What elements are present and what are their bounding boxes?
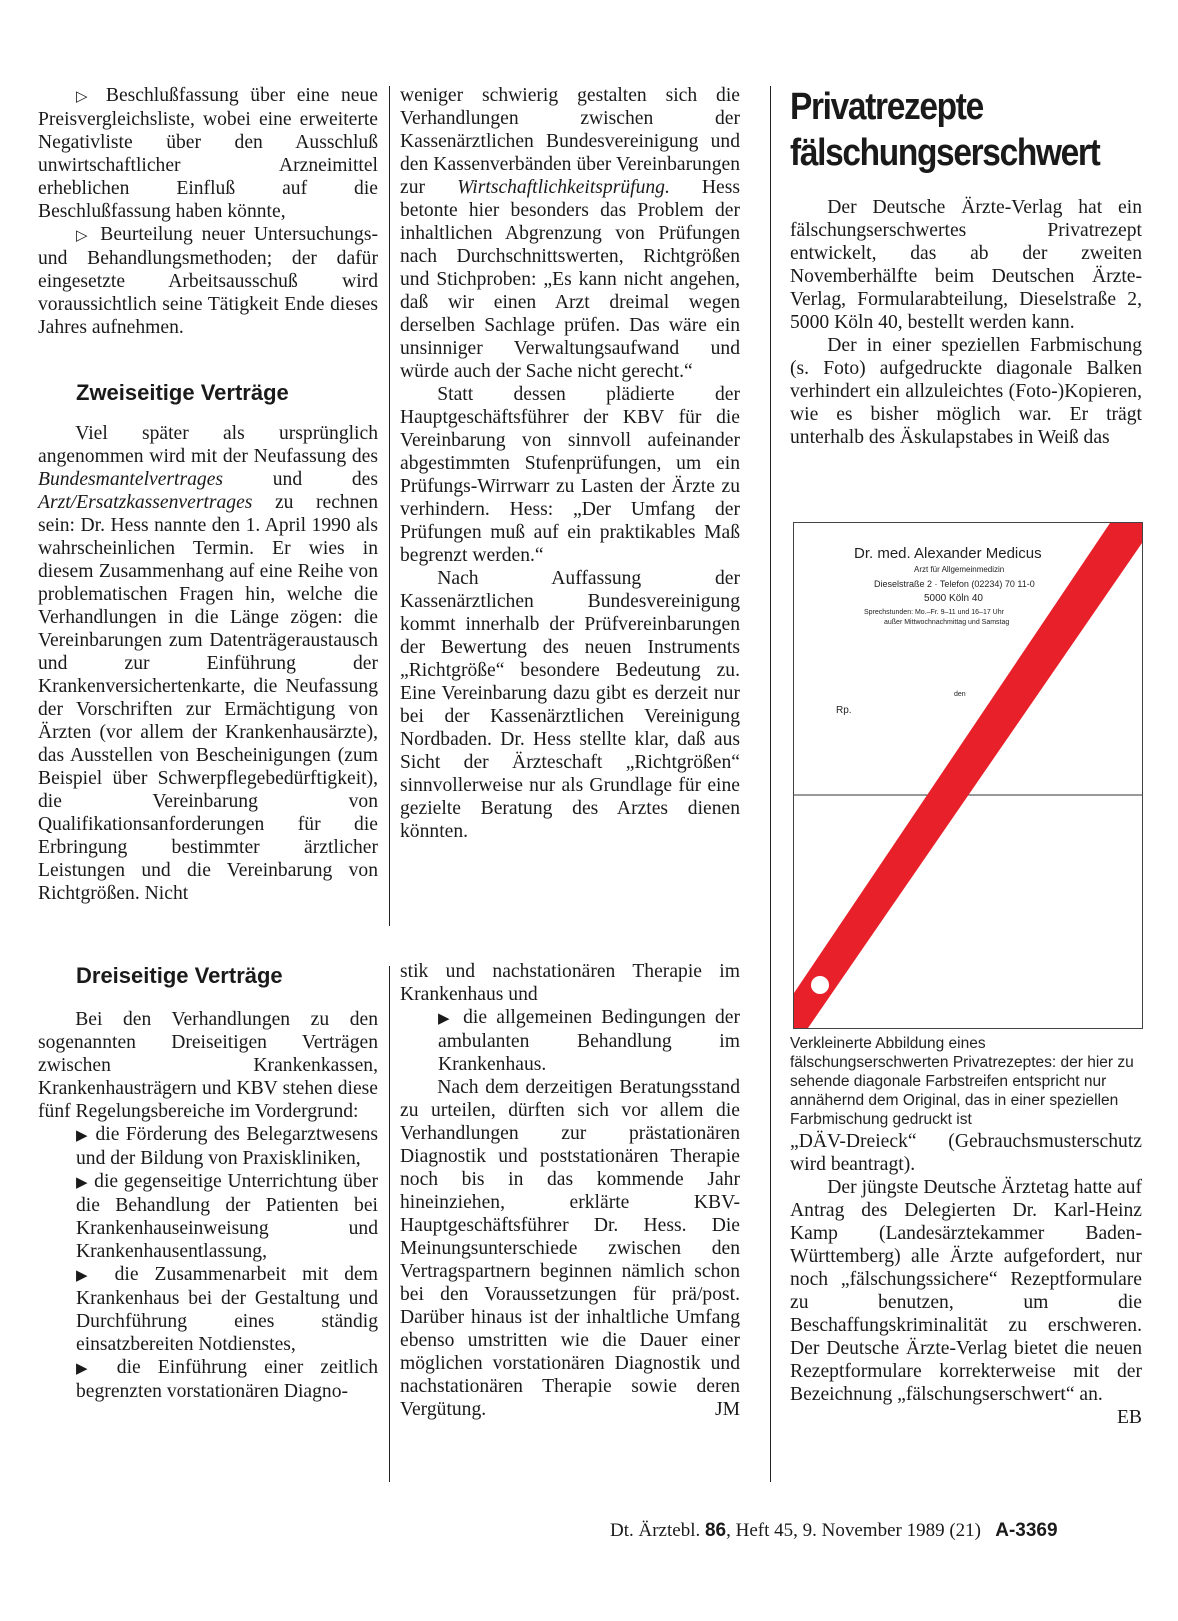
bullet-triangle-icon: ▶: [76, 1173, 89, 1191]
bullet-triangle-icon: ▶: [76, 1359, 100, 1377]
column-rule-3: [770, 86, 771, 1482]
doctor-name: Dr. med. Alexander Medicus: [854, 545, 1042, 562]
journal-name: Dt. Ärztebl.: [610, 1520, 705, 1541]
paragraph: Nach Auffassung der Kassenärztlichen Bundesvereinigung kommt innerhalb der Prüfvereinbarungen der Bewertung des neuen Instruments „Richtgröße“ besondere Bedeutung zu. Eine Vereinbarung dazu gibt es derzeit nur bei der Kassenärztlichen Vereinigung Nordbaden. Dr. Hess stellte klar, daß aus Sicht der Ärzteschaft „Richtgrößen“ sinnvollerweise nur als Grundlage für eine gezielte Beratung des Arztes dienen könnten.: [400, 568, 740, 842]
sidebar-bottom: [790, 1130, 1142, 1429]
heading-dreiseitige-vertraege: Dreiseitige Verträge: [76, 963, 283, 988]
column-2-top: [400, 84, 740, 843]
paragraph: Der jüngste Deutsche Ärztetag hatte auf Antrag des Delegierten Dr. Karl-Heinz Kamp (Landesärztekammer Baden-Württemberg) alle Ärzte aufgefordert, nur noch „fälschungssichere“ Rezeptformulare zu benutzen, um die Beschaffungskriminalität zu erschweren. Der Deutsche Ärzte-Verlag bietet die neuen Rezeptformulare korrekterweise mit der Bezeichnung „fälschungserschwert“ an. EB: [790, 1177, 1142, 1428]
column-2-bottom: [400, 960, 740, 1421]
page-footer: [610, 1520, 1058, 1542]
sidebar-headline: Privatrezepte fälschungserschwert: [790, 86, 1100, 174]
bullet-triangle-icon: ▶: [76, 1126, 90, 1144]
journal-issue: , Heft 45, 9. November 1989 (21): [726, 1520, 981, 1541]
paragraph: Der Deutsche Ärzte-Verlag hat ein fälschungserschwertes Privatrezept entwickelt, das ab der zweiten Novemberhälfte beim Deutschen Ärzte-Verlag, Formularabteilung, Dieselstraße 2, 5000 Köln 40, bestellt werden kann.: [790, 197, 1142, 333]
column-rule-1: [389, 86, 390, 926]
list-item: ▶ die Zusammenarbeit mit dem Krankenhaus bei der Gestaltung und Durchführung eines ständig einsatzbereiten Notdienstes,: [76, 1264, 378, 1355]
figure-caption: Verkleinerte Abbildung eines fälschungserschwerten Privatrezeptes: der hier zu sehende diagonale Farbstreifen entspricht nur annähernd dem Original, das in einer speziellen Farbmischung gedruckt ist: [790, 1035, 1134, 1128]
list-item: ▶ die Förderung des Belegarztwesens und der Bildung von Praxiskliniken,: [76, 1124, 378, 1169]
list-item: ▶ die gegenseitige Unterrichtung über die Behandlung der Patienten bei Krankenhauseinweisung und Krankenhausentlassung,: [76, 1171, 378, 1262]
paragraph: weniger schwierig gestalten sich die Verhandlungen zwischen der Kassenärztlichen Bundesvereinigung und den Kassenverbänden über Vereinbarungen zur Wirtschaftlichkeitsprüfung. Hess betonte hier besonders das Problem der inhaltlichen Abgrenzung von Prüfungen nach Durchschnittswerten, Richtgrößen und Stichproben: „Es kann nicht angehen, daß wir einen Arzt dreimal wegen derselben Sachlage prüfen. Das wäre ein unsinniger Verwaltungsaufwand und würde auch der Sache nicht gerecht.“: [400, 85, 740, 382]
author-initials: JM: [714, 1399, 740, 1420]
triangle-icon: ▷: [76, 226, 92, 244]
paragraph: ▷ Beurteilung neuer Untersuchungs- und Behandlungsmethoden; der dafür eingesetzte Arbeitsausschuß wird voraussichtlich seine Tätigkeit Ende dieses Jahres aufnehmen.: [38, 224, 378, 338]
paragraph: Viel später als ursprünglich angenommen wird mit der Neufassung des Bundesmantelvertrages und des Arzt/Ersatzkassenvertrages zu rechnen sein: Dr. Hess nannte den 1. April 1990 als wahrscheinlichen Termin. Er wies in diesem Zusammenhang auf eine Reihe von problematischen Fragen hin, welche die Verhandlungen in die Länge zögen: die Vereinbarungen zum Datenträgeraustausch und zur Einführung der Krankenversichertenkarte, die Neufassung der Vorschriften zur Ermächtigung von Ärzten (vor allem der Krankenhausärzte), das Ausstellen von Bescheinigungen (zum Beispiel über Schwerpflegebedürftigkeit), die Vereinbarung von Qualifikationsanforderungen für die Erbringung bestimmter ärztlicher Leistungen und die Vereinbarung von Richtgrößen. Nicht: [38, 423, 378, 904]
date-label: den: [954, 691, 966, 698]
list-item: ▶ die Einführung einer zeitlich begrenzten vorstationären Diagno-: [76, 1357, 378, 1402]
office-hours-note: außer Mittwochnachmittag und Samstag: [884, 619, 1010, 626]
office-hours: Sprechstunden: Mo.–Fr. 9–11 und 16–17 Uhr: [864, 609, 1004, 616]
list-item: ▶ die allgemeinen Bedingungen der ambulanten Behandlung im Krankenhaus.: [438, 1007, 740, 1075]
doctor-city: 5000 Köln 40: [924, 593, 983, 604]
paragraph: „DÄV-Dreieck“ (Gebrauchsmusterschutz wird beantragt).: [790, 1131, 1142, 1175]
paragraph: Der in einer speziellen Farbmischung (s. Foto) aufgedruckte diagonale Balken verhindert ein allzuleichtes (Foto-)Kopieren, wie es bisher möglich war. Er trägt unterhalb des Äskulapstabes in Weiß das: [790, 335, 1142, 448]
paragraph: Nach dem derzeitigen Beratungsstand zu urteilen, dürften sich vor allem die Verhandlungen zur prästationären Diagnostik und poststationären Therapie noch bis in das kommende Jahr hineinziehen, erklärte KBV-Hauptgeschäftsführer Dr. Hess. Die Meinungsunterschiede zwischen den Vertragspartnern beginnen nämlich schon bei den Voraussetzungen für prä/post. Darüber hinaus ist der inhaltliche Umfang ebenso umstritten wie die Dauer einer möglichen vorstationären Diagnostik und nachstationären Therapie sowie deren Vergütung. JM: [400, 1077, 740, 1420]
triangle-icon: ▷: [76, 87, 95, 105]
column-1-bottom: [38, 1008, 378, 1403]
journal-volume: 86: [704, 1520, 727, 1541]
paragraph: Bei den Verhandlungen zu den sogenannten Dreiseitigen Verträgen zwischen Krankenkassen, Krankenhausträgern und KBV stehen diese fünf Regelungsbereiche im Vordergrund:: [38, 1009, 378, 1122]
bullet-triangle-icon: ▶: [76, 1266, 99, 1284]
heading-zweiseitige-vertraege: Zweiseitige Verträge: [76, 380, 289, 405]
page-number: A-3369: [995, 1520, 1058, 1541]
column-1-middle: [38, 422, 378, 905]
prescription-image: [793, 522, 1143, 1029]
paragraph: stik und nachstationären Therapie im Krankenhaus und: [400, 961, 740, 1005]
doctor-address: Dieselstraße 2 · Telefon (02234) 70 11-0: [874, 579, 1035, 589]
rp-label: Rp.: [836, 705, 852, 716]
doctor-specialty: Arzt für Allgemeinmedizin: [914, 565, 1005, 574]
paragraph: ▷ Beschlußfassung über eine neue Preisvergleichsliste, wobei eine erweiterte Negativliste über den Ausschluß unwirtschaftlicher Arzneimittel erheblichen Einfluß auf die Beschlußfassung haben könnte,: [38, 85, 378, 222]
column-rule-2: [389, 966, 390, 1482]
paragraph: Statt dessen plädierte der Hauptgeschäftsführer der KBV für die Vereinbarung von sinnvoll aufeinander abgestimmten Stufenprüfungen, um ein Prüfungs-Wirrwarr zu Lasten der Ärzte zu verhindern. Hess: „Der Umfang der Prüfungen muß auf ein praktikables Maß begrenzt werden.“: [400, 384, 740, 566]
column-1-top: [38, 84, 378, 339]
bullet-triangle-icon: ▶: [438, 1009, 454, 1027]
sidebar-top: [790, 196, 1142, 449]
author-initials: EB: [1116, 1407, 1142, 1428]
